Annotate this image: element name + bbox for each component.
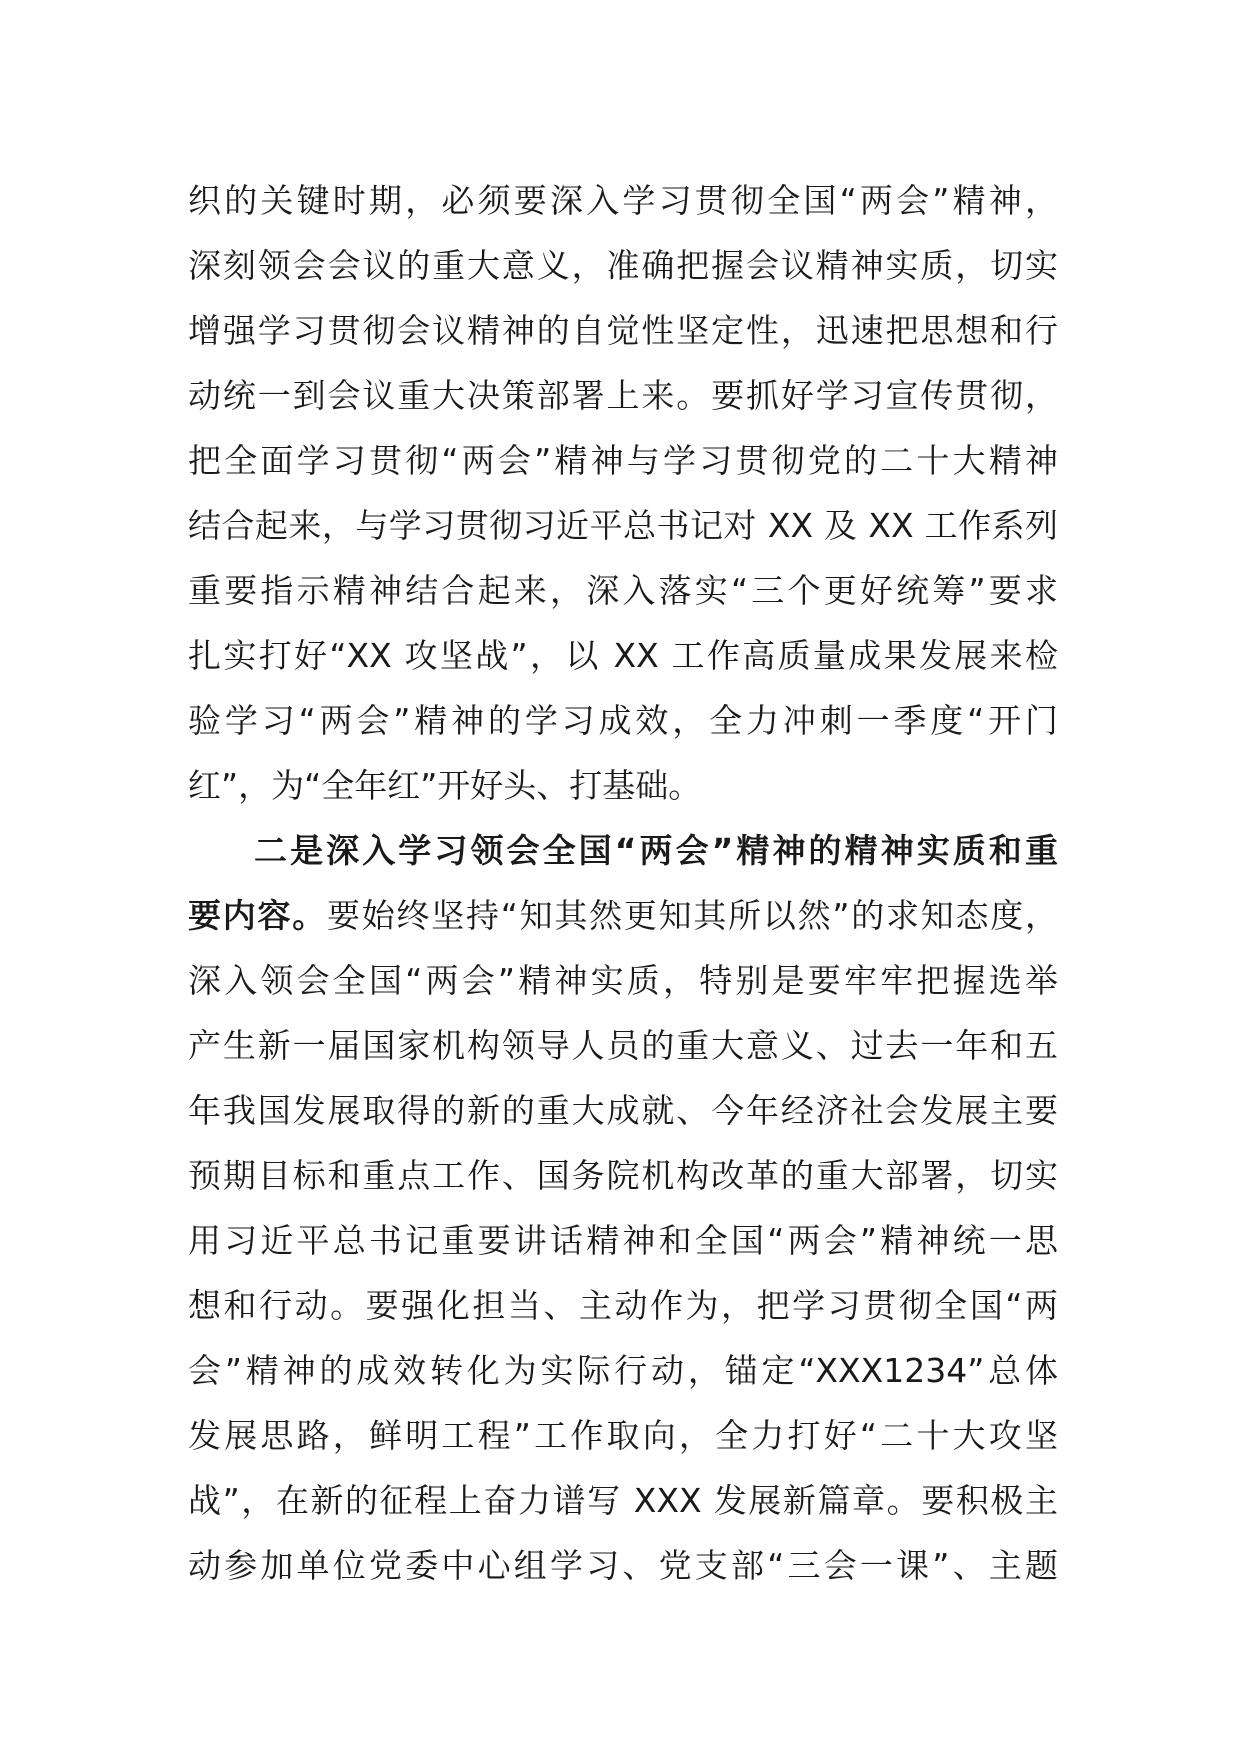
text-line: 想和行动。要强化担当、主动作为，把学习贯彻全国“两: [188, 1286, 1058, 1325]
text-line: 重要指示精神结合起来，深入落实“三个更好统筹”要求: [188, 571, 1058, 610]
text-line: [188, 883, 1058, 948]
paragraph-2: [188, 818, 1058, 1598]
text-line: 产生新一届国家机构领导人员的重大意义、过去一年和五: [188, 1026, 1058, 1065]
text-line: 用习近平总书记重要讲话精神和全国“两会”精神统一思: [188, 1221, 1058, 1260]
text-line: 动参加单位党委中心组学习、党支部“三会一课”、主题: [188, 1546, 1058, 1585]
text-line: 预期目标和重点工作、国务院机构改革的重大部署，切实: [188, 1156, 1058, 1195]
text-line: 验学习“两会”精神的学习成效，全力冲刺一季度“开门: [188, 701, 1058, 740]
text-line: 会”精神的成效转化为实际行动，锚定“XXX1234”总体: [188, 1351, 1058, 1390]
text-line: 发展思路，鲜明工程”工作取向，全力打好“二十大攻坚: [188, 1416, 1058, 1455]
text-line: 结合起来，与学习贯彻习近平总书记对 XX 及 XX 工作系列: [188, 506, 1058, 545]
text-line: 战”，在新的征程上奋力谱写 XXX 发展新篇章。要积极主: [188, 1481, 1058, 1520]
text-line: 年我国发展取得的新的重大成就、今年经济社会发展主要: [188, 1091, 1058, 1130]
text-line: 红”，为“全年红”开好头、打基础。: [188, 766, 702, 805]
body-text: [188, 168, 1058, 1598]
paragraph-1: [188, 168, 1058, 818]
text-line: 织的关键时期，必须要深入学习贯彻全国“两会”精神，: [188, 181, 1058, 220]
text-line: 深入领会全国“两会”精神实质，特别是要牢牢把握选举: [188, 961, 1058, 1000]
section-heading-end: 要内容。: [188, 896, 328, 935]
text-line-rest: 要始终坚持“知其然更知其所以然”的求知态度，: [327, 896, 1058, 935]
text-line: 把全面学习贯彻“两会”精神与学习贯彻党的二十大精神: [188, 441, 1058, 480]
text-line: 深刻领会会议的重大意义，准确把握会议精神实质，切实: [188, 246, 1058, 285]
text-line: 扎实打好“XX 攻坚战”，以 XX 工作高质量成果发展来检: [188, 636, 1058, 675]
section-heading: 二是深入学习领会全国“两会”精神的精神实质和重: [254, 831, 1058, 870]
text-line: 动统一到会议重大决策部署上来。要抓好学习宣传贯彻，: [188, 376, 1058, 415]
text-line: 增强学习贯彻会议精神的自觉性坚定性，迅速把思想和行: [188, 311, 1058, 350]
